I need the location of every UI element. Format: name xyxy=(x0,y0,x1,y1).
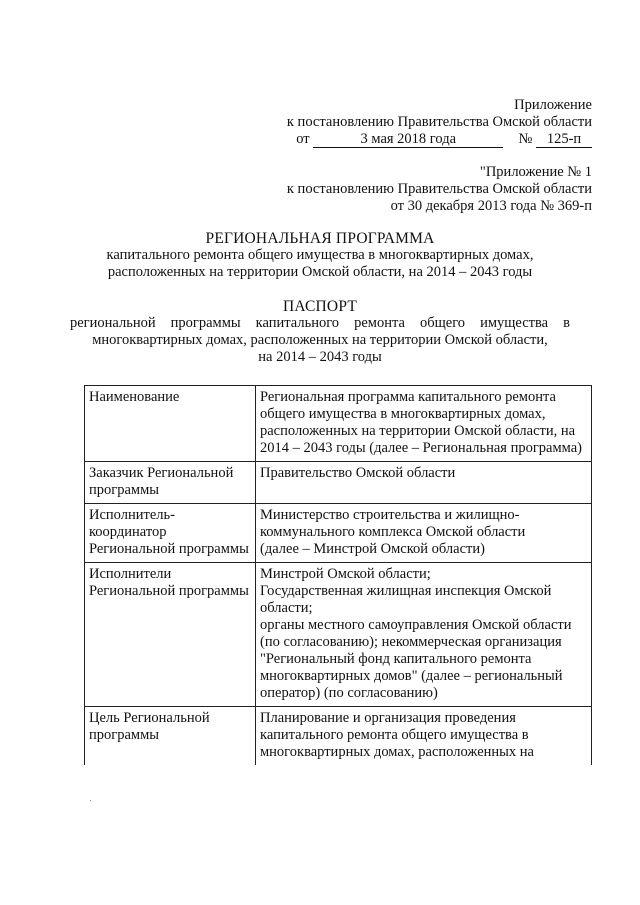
table-cell-value xyxy=(256,707,592,766)
cell-line: Минстрой Омской области; xyxy=(260,566,431,582)
cell-line: Правительство Омской области xyxy=(260,465,456,481)
passport-subtitle-line3: на 2014 – 2043 годы xyxy=(258,349,382,365)
appendix-title: Приложение xyxy=(514,97,592,113)
number-label: № xyxy=(518,131,533,147)
prior-appendix-title: "Приложение № 1 xyxy=(479,164,592,180)
table-cell-key xyxy=(85,707,256,766)
cell-line: органы местного самоуправления Омской области xyxy=(260,617,572,633)
cell-line: Исполнители xyxy=(89,566,172,582)
table-cell-key xyxy=(85,462,256,504)
table-row xyxy=(85,563,592,707)
cell-line: Цель Региональной xyxy=(89,710,210,726)
prior-appendix-date-number: от 30 декабря 2013 года № 369-п xyxy=(390,198,592,214)
table-cell-key xyxy=(85,563,256,707)
appendix-number: 125-п xyxy=(536,132,592,148)
cell-line: области; xyxy=(260,600,313,616)
from-label: от xyxy=(296,131,310,147)
table-cell-value xyxy=(256,386,592,462)
table-cell-value xyxy=(256,504,592,563)
cell-line: Планирование и организация проведения xyxy=(260,710,516,726)
cell-line: Исполнитель- xyxy=(89,507,175,523)
table-row xyxy=(85,707,592,766)
cell-line: Заказчик Региональной xyxy=(89,465,234,481)
cell-line: "Региональный фонд капитального ремонта xyxy=(260,651,532,667)
table-row xyxy=(85,504,592,563)
table-row xyxy=(85,386,592,462)
program-subtitle-line2: расположенных на территории Омской области, на 2014 – 2043 годы xyxy=(107,264,533,280)
cell-line: программы xyxy=(89,727,159,743)
table-row xyxy=(85,462,592,504)
passport-table-body xyxy=(85,386,592,766)
cell-line: координатор xyxy=(89,524,167,540)
program-title: РЕГИОНАЛЬНАЯ ПРОГРАММА xyxy=(205,230,435,247)
cell-line: 2014 – 2043 годы (далее – Региональная программа) xyxy=(260,440,583,456)
cell-line: (далее – Минстрой Омской области) xyxy=(260,541,485,557)
cell-line: Региональной программы xyxy=(89,541,249,557)
table-cell-key xyxy=(85,504,256,563)
cell-line: Министерство строительства и жилищно- xyxy=(260,507,520,523)
cell-line: общего имущества в многоквартирных домах, xyxy=(260,406,546,422)
table-cell-value xyxy=(256,563,592,707)
cell-line: многоквартирных домах, расположенных на xyxy=(260,744,534,760)
prior-appendix-resolution: к постановлению Правительства Омской области xyxy=(286,181,592,197)
passport-table xyxy=(84,385,592,765)
table-cell-key xyxy=(85,386,256,462)
passport-title: ПАСПОРТ xyxy=(282,298,358,315)
cell-line: капитального ремонта общего имущества в xyxy=(260,727,529,743)
page-mark xyxy=(90,800,91,801)
appendix-block xyxy=(240,97,592,148)
cell-line: Наименование xyxy=(89,389,180,405)
appendix-date-line xyxy=(240,131,592,148)
program-heading xyxy=(60,230,580,281)
cell-line: Региональная программа капитального ремонта xyxy=(260,389,556,405)
prior-appendix-block xyxy=(220,164,592,215)
table-cell-value xyxy=(256,462,592,504)
cell-line: многоквартирных домов" (далее – региональный xyxy=(260,668,563,684)
cell-line: Государственная жилищная инспекция Омской xyxy=(260,583,552,599)
program-subtitle-line1: капитального ремонта общего имущества в многоквартирных домах, xyxy=(106,247,534,263)
cell-line: программы xyxy=(89,482,159,498)
cell-line: оператор) (по согласованию) xyxy=(260,685,438,701)
cell-line: расположенных на территории Омской области, на xyxy=(260,423,576,439)
appendix-resolution: к постановлению Правительства Омской области xyxy=(286,114,592,130)
appendix-date: 3 мая 2018 года xyxy=(313,132,503,148)
cell-line: коммунального комплекса Омской области xyxy=(260,524,526,540)
cell-line: (по согласованию); некоммерческая организация xyxy=(260,634,562,650)
cell-line: Региональной программы xyxy=(89,583,249,599)
passport-heading xyxy=(70,298,570,366)
passport-subtitle-line1: региональной программы капитального ремонта общего имущества в xyxy=(70,315,570,331)
passport-subtitle-line2: многоквартирных домах, расположенных на территории Омской области, xyxy=(92,332,548,348)
